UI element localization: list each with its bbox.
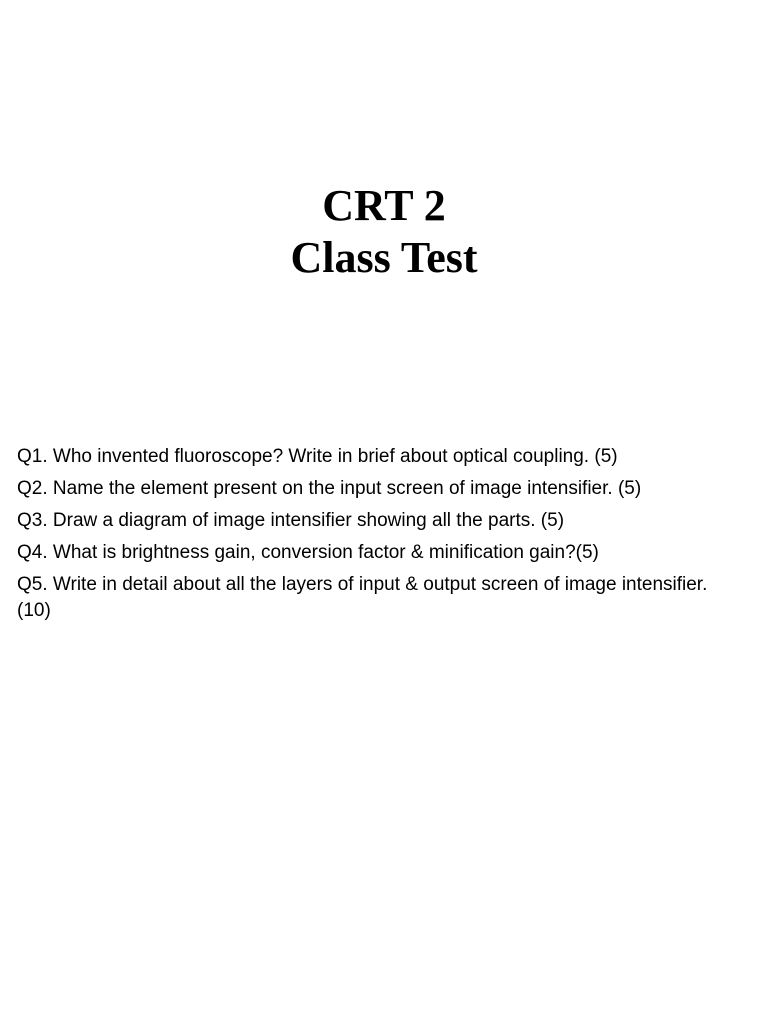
question-4: Q4. What is brightness gain, conversion factor & minification gain?(5) — [17, 542, 599, 563]
question-1: Q1. Who invented fluoroscope? Write in brief about optical coupling. (5) — [17, 446, 618, 467]
question-2: Q2. Name the element present on the input screen of image intensifier. (5) — [17, 478, 642, 499]
title-line-1: CRT 2 — [322, 181, 446, 230]
title-line-2: Class Test — [290, 233, 478, 282]
question-5: Q5. Write in detail about all the layers of input & output screen of image intensifier.(10) — [17, 574, 708, 621]
question-list — [17, 441, 717, 624]
page-title — [0, 180, 768, 284]
question-3: Q3. Draw a diagram of image intensifier showing all the parts. (5) — [17, 510, 565, 531]
